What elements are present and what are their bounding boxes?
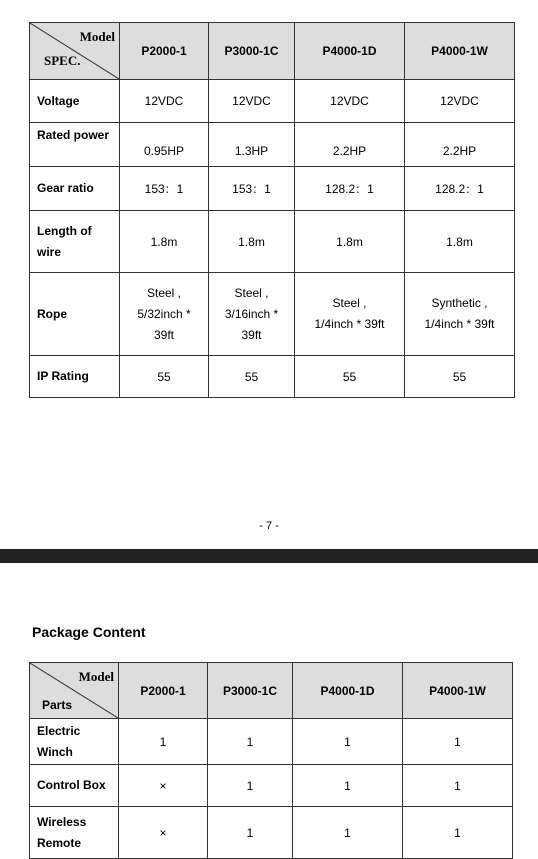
table-cell: 1: [403, 765, 513, 807]
table-cell: ×: [119, 807, 208, 859]
table-row: [30, 719, 513, 765]
table-cell: 12VDC: [405, 80, 515, 123]
table-row: [30, 807, 513, 859]
table-row: [30, 80, 515, 123]
table-cell: 1: [293, 807, 403, 859]
model-header: P2000-1: [120, 23, 209, 80]
cell-line: Synthetic ,: [431, 296, 488, 310]
table-cell: 55: [405, 356, 515, 398]
corner-spec-label: SPEC.: [44, 53, 81, 68]
table-cell: 1.8m: [295, 211, 405, 273]
row-label: [30, 719, 119, 765]
cell-line: 1/4inch * 39ft: [424, 317, 495, 331]
cell-line: Steel ,: [332, 296, 367, 310]
table-cell: 1: [293, 719, 403, 765]
table-cell: [120, 273, 209, 356]
cell-line: 5/32inch *: [137, 306, 191, 321]
row-label: [30, 807, 119, 859]
table-cell: 55: [209, 356, 295, 398]
table-cell: 2.2HP: [295, 123, 405, 167]
table-cell: 153：1: [120, 167, 209, 211]
row-label: Gear ratio: [30, 167, 120, 211]
spec-corner-cell: [30, 23, 120, 80]
model-header: P3000-1C: [208, 663, 293, 719]
row-label-line: wire: [37, 244, 62, 259]
row-label-line: Winch: [37, 744, 73, 759]
spec-table: [29, 22, 515, 398]
section-title: Package Content: [32, 624, 146, 640]
table-cell: 1: [293, 765, 403, 807]
package-table: [29, 662, 513, 859]
table-cell: 1: [119, 719, 208, 765]
table-cell: 12VDC: [295, 80, 405, 123]
package-corner-cell: [30, 663, 119, 719]
row-label-line: Remote: [37, 835, 82, 850]
model-header: P3000-1C: [209, 23, 295, 80]
table-row: [30, 356, 515, 398]
row-label: [30, 211, 120, 273]
table-cell: 1.3HP: [209, 123, 295, 167]
cell-line: Steel ,: [234, 285, 269, 300]
model-header: P4000-1W: [405, 23, 515, 80]
row-label-line: Wireless: [37, 814, 87, 829]
table-cell: 0.95HP: [120, 123, 209, 167]
table-cell: [209, 273, 295, 356]
row-label: IP Rating: [30, 356, 120, 398]
table-cell: 128.2：1: [295, 167, 405, 211]
table-cell: 1.8m: [209, 211, 295, 273]
table-cell: 55: [295, 356, 405, 398]
table-cell: 55: [120, 356, 209, 398]
table-row: [30, 167, 515, 211]
page-separator: [0, 549, 538, 563]
table-row: [30, 211, 515, 273]
table-cell: ×: [119, 765, 208, 807]
corner-model-label: Model: [78, 669, 114, 684]
row-label: Control Box: [30, 765, 119, 807]
table-cell: 1: [208, 807, 293, 859]
table-cell: 1: [403, 807, 513, 859]
row-label-line: Length of: [37, 223, 92, 238]
row-label: Rope: [30, 273, 120, 356]
cell-line: Steel ,: [146, 285, 182, 300]
table-cell: 153：1: [209, 167, 295, 211]
table-cell: 2.2HP: [405, 123, 515, 167]
model-header: P4000-1D: [295, 23, 405, 80]
table-cell: 1.8m: [405, 211, 515, 273]
row-label-line: Electric: [37, 723, 81, 738]
table-cell: 1: [208, 719, 293, 765]
table-cell: 128.2：1: [405, 167, 515, 211]
table-cell: [295, 273, 405, 356]
table-cell: 1.8m: [120, 211, 209, 273]
table-cell: [405, 273, 515, 356]
model-header: P4000-1W: [403, 663, 513, 719]
model-header: P2000-1: [119, 663, 208, 719]
table-cell: 12VDC: [209, 80, 295, 123]
model-header: P4000-1D: [293, 663, 403, 719]
cell-line: 3/16inch *: [224, 306, 279, 321]
row-label: Voltage: [30, 80, 120, 123]
row-label: Rated power: [30, 123, 120, 167]
table-row: [30, 273, 515, 356]
table-cell: 1: [208, 765, 293, 807]
table-cell: 12VDC: [120, 80, 209, 123]
corner-model-label: Model: [79, 29, 115, 44]
corner-parts-label: Parts: [42, 698, 73, 712]
page-number: - 7 -: [259, 520, 279, 532]
cell-line: 39ft: [153, 327, 174, 342]
table-cell: 1: [403, 719, 513, 765]
table-row: [30, 123, 515, 167]
table-row: [30, 765, 513, 807]
cell-line: 39ft: [241, 327, 262, 342]
cell-line: 1/4inch * 39ft: [314, 317, 385, 331]
